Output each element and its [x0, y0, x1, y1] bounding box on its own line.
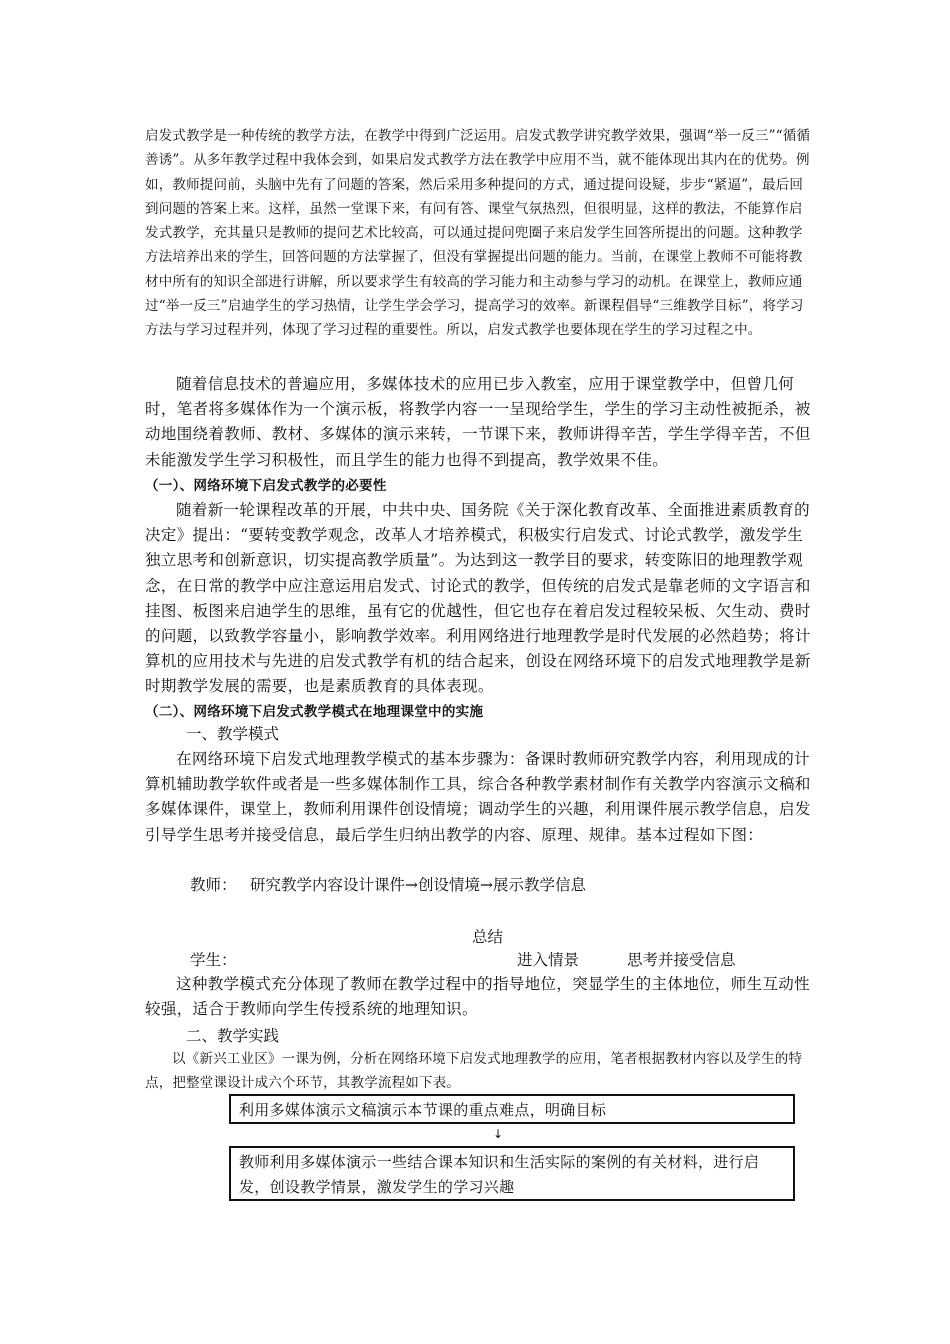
paragraph-intro: 启发式教学是一种传统的教学方法，在教学中得到广泛运用。启发式教学讲究教学效果，强调“举一反三”“循循善诱”。从多年教学过程中我体会到，如果启发式教学方法在教学中应用不当，就不能体现出其内在的优势。例如，教师提问前，头脑中先有了问题的答案，然后采用多种提问的方式，通过提问设疑，步步“紧逼”，最后回到问题的答案上来。这样，虽然一堂课下来，有问有答、课堂气氛热烈，但很明显，这样的教法，不能算作启发式教学，充其量只是教师的提问艺术比较高，可以通过提问兜圈子来启发学生回答所提出的问题。这种教学方法培养出来的学生，回答问题的方法掌握了，但没有掌握提出问题的能力。当前，在课堂上教师不可能将教材中所有的知识全部进行讲解，所以要求学生有较高的学习能力和主动参与学习的动机。在课堂上，教师应通过“举一反三”启迪学生的学习热情，让学生学会学习，提高学习的效率。新课程倡导“三维教学目标”，将学习方法与学习过程并列，体现了学习过程的重要性。所以，启发式教学也要体现在学生的学习过程之中。: [145, 128, 811, 339]
teacher-label: 教师：: [190, 876, 237, 894]
paragraph-practice: 以《新兴工业区》一课为例，分析在网络环境下启发式地理教学的应用，笔者根据教材内容以及学生的特点，把整堂课设计成六个环节，其教学流程如下表。: [145, 1051, 803, 1092]
subheading-teaching-practice: 二、教学实践: [186, 1027, 280, 1045]
teacher-flow: 研究教学内容设计课件→创设情境→展示教学信息: [250, 876, 586, 894]
subheading-teaching-mode: 一、教学模式: [186, 725, 280, 743]
flow-step-2: 教师利用多媒体演示一些结合课本知识和生活实际的案例的有关材料，进行启发，创设教学情景，激发学生的学习兴趣: [229, 1146, 795, 1201]
paragraph-mode-summary: 这种教学模式充分体现了教师在教学过程中的指导地位，突显学生的主体地位，师生互动性较强，适合于教师向学生传授系统的地理知识。: [145, 975, 811, 1019]
summary-label: 总结: [472, 928, 504, 946]
think-accept-label: 思考并接受信息: [627, 951, 736, 969]
section-heading-necessity: （一）、网络环境下启发式教学的必要性: [145, 478, 387, 494]
enter-scene-label: 进入情景: [517, 951, 580, 969]
paragraph-necessity: 随着新一轮课程改革的开展，中共中央、国务院《关于深化教育改革、全面推进素质教育的决定》提出：“要转变教学观念，改革人才培养模式，积极实行启发式、讨论式教学，激发学生独立思考和创新意识，切实提高教学质量”。为达到这一教学目的要求，转变陈旧的地理教学观念，在日常的教学中应注意运用启发式、讨论式的教学，但传统的启发式是靠老师的文字语言和挂图、板图来启迪学生的思维，虽有它的优越性，但它也存在着启发过程较呆板、欠生动、费时的问题，以致教学容量小，影响教学效率。利用网络进行地理教学是时代发展的必然趋势；将计算机的应用技术与先进的启发式教学有机的结合起来，创设在网络环境下的启发式地理教学是新时期教学发展的需要，也是素质教育的具体表现。: [145, 501, 811, 696]
student-label: 学生：: [190, 951, 237, 969]
down-arrow-icon: ↓: [493, 1127, 504, 1141]
paragraph-teaching-mode: 在网络环境下启发式地理教学模式的基本步骤为：备课时教师研究教学内容，利用现成的计算机辅助教学软件或者是一些多媒体制作工具，综合各种教学素材制作有关教学内容演示文稿和多媒体课件，课堂上，教师利用课件创设情境；调动学生的兴趣，利用课件展示教学信息，启发引导学生思考并接受信息，最后学生归纳出教学的内容、原理、规律。基本过程如下图：: [145, 750, 811, 844]
section-heading-implementation: （二）、网络环境下启发式教学模式在地理课堂中的实施: [145, 704, 484, 720]
flow-step-1: 利用多媒体演示文稿演示本节课的重点难点，明确目标: [229, 1094, 795, 1124]
paragraph-multimedia: 随着信息技术的普遍应用，多媒体技术的应用已步入教室，应用于课堂教学中，但曾几何时，笔者将多媒体作为一个演示板，将教学内容一一呈现给学生，学生的学习主动性被扼杀，被动地围绕着教师、教材、多媒体的演示来转，一节课下来，教师讲得辛苦，学生学得辛苦，不但未能激发学生学习积极性，而且学生的能力也得不到提高，教学效果不佳。: [145, 375, 811, 469]
